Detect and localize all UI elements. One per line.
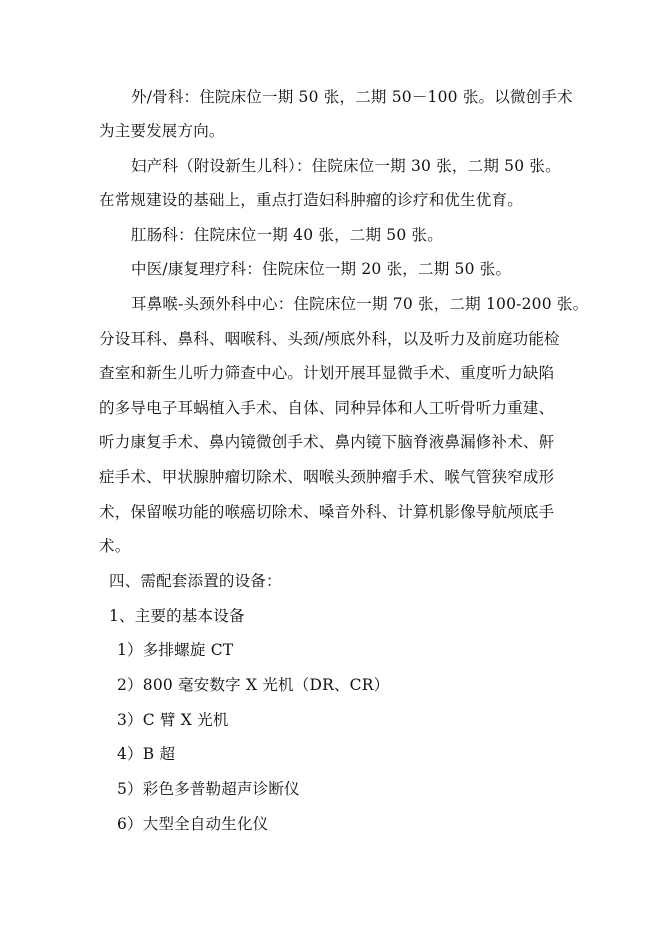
equipment-item: 1）多排螺旋 CT <box>117 641 234 659</box>
equipment-item: 2）800 毫安数字 X 光机（DR、CR） <box>117 676 390 694</box>
paragraph-anorectal: 肛肠科：住院床位一期 40 张，二期 50 张。 <box>131 226 443 244</box>
equipment-item: 5）彩色多普勒超声诊断仪 <box>117 780 300 798</box>
section-heading: 四、需配套添置的设备： <box>109 572 282 590</box>
subsection-heading: 1、主要的基本设备 <box>109 607 245 625</box>
paragraph-orthopedics-line-1: 外/骨科：住院床位一期 50 张，二期 50－100 张。以微创手术 <box>131 88 573 106</box>
paragraph-orthopedics-line-2: 为主要发展方向。 <box>99 122 225 140</box>
paragraph-obstetrics-line-1: 妇产科（附设新生儿科）：住院床位一期 30 张，二期 50 张。 <box>131 157 561 175</box>
equipment-item: 4）B 超 <box>117 745 176 763</box>
equipment-item: 6）大型全自动生化仪 <box>117 815 269 833</box>
paragraph-ent-line-6: 症手术、甲状腺肿瘤切除术、咽喉头颈肿瘤手术、喉气管狭窄成形 <box>99 468 555 486</box>
paragraph-ent-line-3: 查室和新生儿听力筛查中心。计划开展耳显微手术、重度听力缺陷 <box>99 364 555 382</box>
paragraph-ent-line-7: 术，保留喉功能的喉癌切除术、嗓音外科、计算机影像导航颅底手 <box>99 503 555 521</box>
equipment-item: 3）C 臂 X 光机 <box>117 711 229 729</box>
paragraph-ent-line-1: 耳鼻喉-头颈外科中心：住院床位一期 70 张，二期 100-200 张。 <box>131 295 589 313</box>
paragraph-ent-line-2: 分设耳科、鼻科、咽喉科、头颈/颅底外科，以及听力及前庭功能检 <box>99 330 560 348</box>
paragraph-ent-line-4: 的多导电子耳蜗植入手术、自体、同种异体和人工听骨听力重建、 <box>99 399 555 417</box>
paragraph-ent-line-8: 术。 <box>99 537 131 555</box>
paragraph-ent-line-5: 听力康复手术、鼻内镜微创手术、鼻内镜下脑脊液鼻漏修补术、鼾 <box>99 433 555 451</box>
paragraph-tcm-rehab: 中医/康复理疗科：住院床位一期 20 张，二期 50 张。 <box>131 260 512 278</box>
paragraph-obstetrics-line-2: 在常规建设的基础上，重点打造妇科肿瘤的诊疗和优生优育。 <box>99 191 523 209</box>
